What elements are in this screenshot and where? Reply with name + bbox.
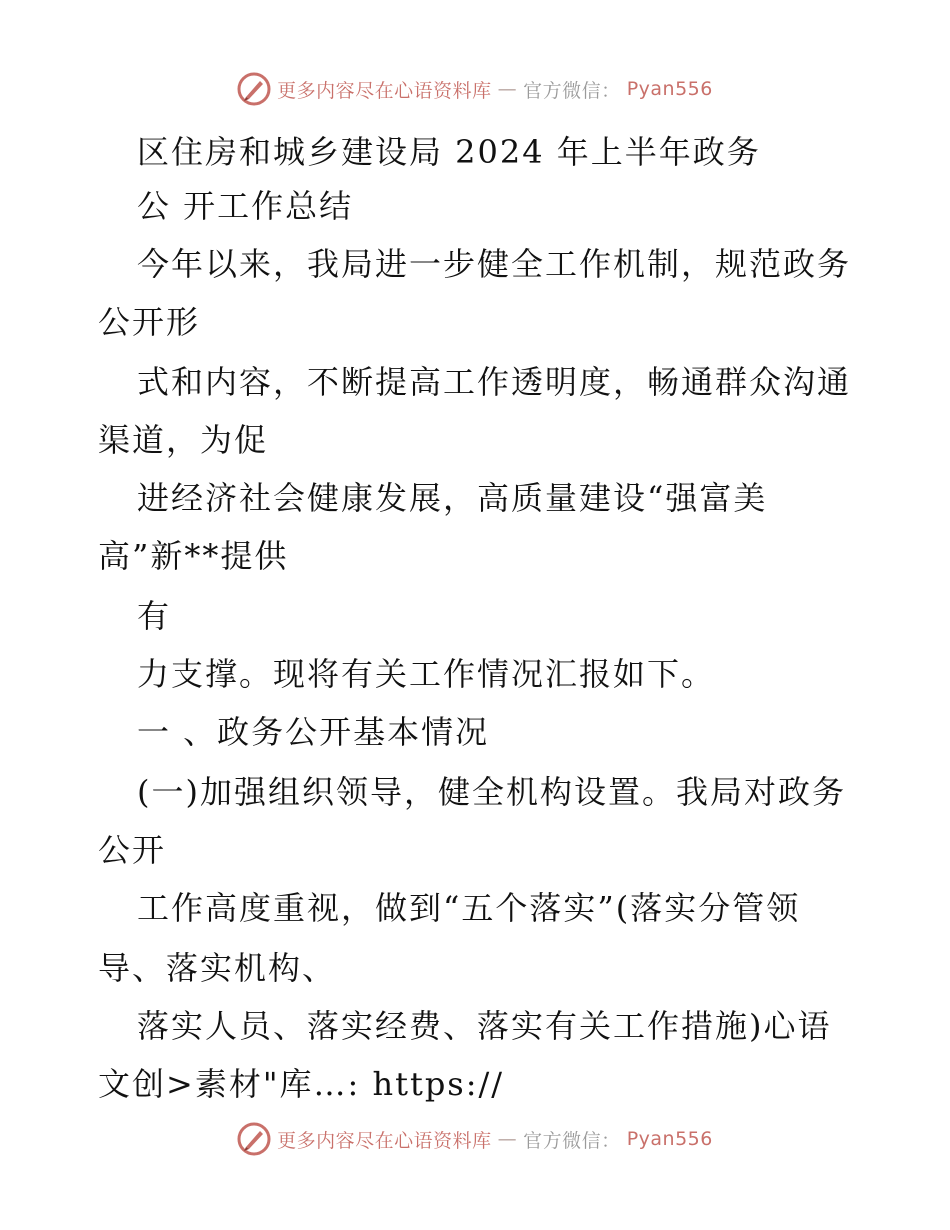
quill-logo-icon <box>237 1122 271 1156</box>
footer-watermark <box>0 1122 950 1156</box>
header-watermark <box>0 72 950 106</box>
doc-line: 工作高度重视，做到“五个落实”(落实分管领 <box>137 889 801 927</box>
doc-line: (一)加强组织领导，健全机构设置。我局对政务 <box>137 773 846 811</box>
doc-line: 力支撑。现将有关工作情况汇报如下。 <box>137 655 716 693</box>
doc-line: 式和内容，不断提高工作透明度，畅通群众沟通 <box>137 363 852 401</box>
doc-line: 今年以来，我局进一步健全工作机制，规范政务 <box>137 245 852 283</box>
watermark-text: 更多内容尽在心语资料库 <box>277 1129 492 1152</box>
watermark-separator: — <box>497 78 518 100</box>
doc-line: 文创>素材"库…: https:// <box>98 1065 505 1103</box>
doc-line: 进经济社会健康发展，高质量建设“强富美 <box>137 479 768 517</box>
doc-title-line-1: 区住房和城乡建设局 2024 年上半年政务 <box>137 133 761 171</box>
doc-line: 公开 <box>98 831 167 869</box>
doc-title-line-2: 公 开工作总结 <box>137 187 354 225</box>
doc-line: 渠道，为促 <box>98 421 269 459</box>
watermark-label: 官方微信： <box>523 1129 621 1152</box>
watermark-id: Pyan556 <box>626 78 713 100</box>
doc-line: 落实人员、落实经费、落实有关工作措施)心语 <box>137 1007 832 1045</box>
watermark-separator: — <box>497 1128 518 1150</box>
watermark-text: 更多内容尽在心语资料库 <box>277 79 492 102</box>
doc-line: 有 <box>137 597 172 635</box>
quill-logo-icon <box>237 72 271 106</box>
watermark-id: Pyan556 <box>626 1128 713 1150</box>
doc-line: 公开形 <box>98 303 201 341</box>
doc-line: 导、落实机构、 <box>98 949 337 987</box>
watermark-label: 官方微信： <box>523 79 621 102</box>
section-heading: 一 、政务公开基本情况 <box>137 713 490 751</box>
doc-line: 高”新**提供 <box>98 537 289 575</box>
